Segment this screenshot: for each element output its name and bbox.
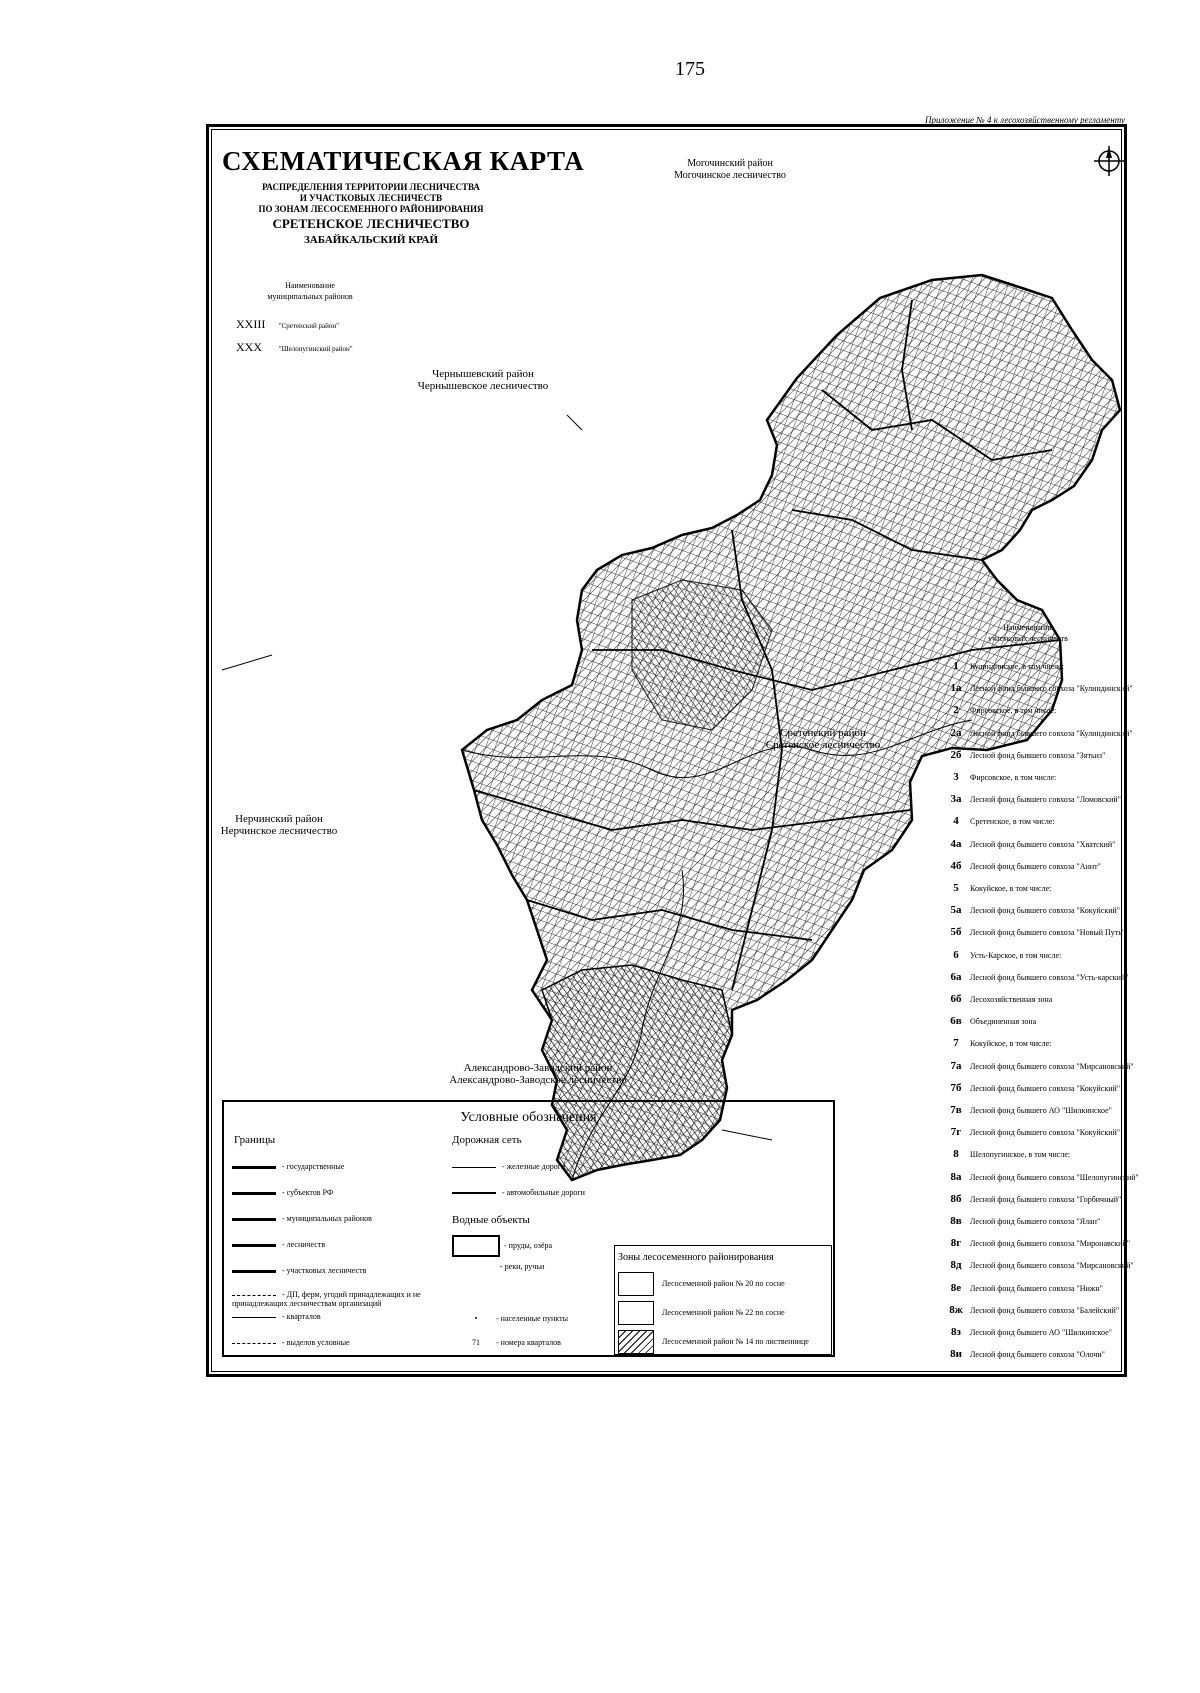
map-subtitle-line-1: РАСПРЕДЕЛЕНИЯ ТЕРРИТОРИИ ЛЕСНИЧЕСТВА — [262, 182, 480, 192]
district-number: 6в — [950, 1015, 962, 1028]
district-number: 8е — [950, 1281, 962, 1294]
border-label: - субъектов РФ — [282, 1188, 334, 1197]
district-legend-row — [944, 1326, 1112, 1338]
legend-water-heading: Водные объекты — [452, 1214, 530, 1226]
district-name: Лесной фонд бывшего совхоза "Мирсановский" — [970, 1061, 1134, 1071]
district-number: 8в — [950, 1215, 962, 1227]
district-name: Лесной фонд бывшего совхоза "Кокуйский" — [970, 1083, 1121, 1093]
border-label: - выделов условные — [282, 1338, 350, 1347]
district-name: Сретенское, в том числе: — [970, 817, 1055, 827]
district-name: Лесной фонд бывшего совхоза "Зятьиз" — [970, 750, 1106, 760]
district-legend-row — [944, 1148, 1070, 1160]
district-name: Лесной фонд бывшего совхоза "Кокуйский" — [970, 1128, 1121, 1138]
legend-border-row — [232, 1338, 350, 1347]
legend-water-rivers: - реки, ручьи — [500, 1262, 545, 1271]
district-name: Лесной фонд бывшего совхоза "Шелопугинский" — [970, 1172, 1139, 1182]
municipal-name: "Шелопугинский район" — [278, 345, 353, 353]
border-line-icon — [232, 1343, 276, 1344]
area-label-nerchinsk: Нерчинский район Нерчинское лесничество — [220, 813, 338, 837]
legend-border-row — [232, 1266, 366, 1275]
zone-row-14-larch: Лесосеменной район № 14 по лиственнице — [618, 1330, 809, 1354]
district-legend-row — [944, 749, 1105, 761]
border-line-icon — [232, 1244, 276, 1247]
district-name: Лесной фонд бывшего совхоза "Кулиндинский" — [970, 728, 1133, 738]
border-label: - кварталов — [282, 1312, 321, 1321]
district-name: Лесной фонд бывшего совхоза "Миронавский" — [970, 1239, 1131, 1249]
zone-row-20-pine: Лесосеменной район № 20 по сосне — [618, 1272, 785, 1296]
legend-border-row — [232, 1240, 325, 1249]
district-number: 5а — [950, 904, 962, 917]
district-name: Лесной фонд бывшего совхоза "Мирсановский" — [970, 1261, 1134, 1271]
forestry-name: СРЕТЕНСКОЕ ЛЕСНИЧЕСТВО — [272, 216, 470, 231]
map-subtitle-line-3: ПО ЗОНАМ ЛЕСОСЕМЕННОГО РАЙОНИРОВАНИЯ — [258, 204, 484, 214]
district-name: Лесной фонд бывшего совхоза "Аннт" — [970, 861, 1101, 871]
lake-icon — [452, 1235, 500, 1257]
district-number: 1а — [950, 682, 962, 695]
zone-swatch-blank — [618, 1272, 654, 1296]
district-legend-row — [944, 904, 1120, 916]
legend-title: Условные обозначения — [460, 1110, 597, 1125]
district-legend-row — [944, 704, 1056, 716]
district-name: Лесной фонд бывшего совхоза "Горбичный" — [970, 1194, 1122, 1204]
district-number: 7 — [953, 1037, 959, 1050]
district-name: Кокуйское, в том числе: — [970, 1039, 1052, 1049]
municipal-legend-title-2: муниципальных районов — [267, 292, 353, 301]
municipal-legend-row — [236, 317, 339, 332]
legend-roads-heading: Дорожная сеть — [452, 1134, 522, 1146]
compass-icon — [1092, 144, 1126, 178]
appendix-note: Приложение № 4 к лесохозяйственному регламенту — [924, 115, 1125, 125]
zone-swatch-cross — [618, 1301, 654, 1325]
district-legend-row — [944, 860, 1101, 872]
district-name: Кокуйское, в том числе: — [970, 884, 1052, 893]
district-legend-row — [944, 793, 1121, 805]
district-name: Лесной фонд бывшего совхоза "Усть-карский" — [970, 972, 1129, 982]
municipal-name: "Сретенский район" — [278, 322, 340, 330]
district-name: Лесной фонд бывшего совхоза "Ялан" — [970, 1217, 1101, 1226]
district-name: Лесохозяйственная зона — [970, 995, 1053, 1004]
municipal-legend-title-1: Наименование — [285, 281, 335, 290]
border-line-icon — [232, 1218, 276, 1221]
district-legend-row — [944, 727, 1133, 739]
legend-road-railway: - железные дороги — [452, 1162, 565, 1171]
district-name: Лесной фонд бывшего совхоза "Балейский" — [970, 1305, 1120, 1315]
district-name: Лесной фонд бывшего АО "Шилкинское" — [970, 1328, 1112, 1337]
district-number: 8а — [950, 1170, 962, 1183]
district-number: 2а — [950, 726, 962, 739]
district-number: 1 — [953, 660, 959, 672]
district-legend-row — [944, 1193, 1121, 1205]
district-name: Фирсовское, в том числе: — [970, 773, 1057, 782]
border-line-icon — [232, 1270, 276, 1273]
railway-line-icon — [452, 1167, 496, 1168]
district-number: 2 — [953, 704, 959, 717]
district-legend-row — [944, 1126, 1120, 1138]
border-label: - муниципальных районов — [282, 1214, 372, 1223]
border-line-icon — [232, 1192, 276, 1195]
settlement-dot-icon: • — [474, 1314, 478, 1323]
border-line-icon — [232, 1295, 276, 1296]
legend-border-row — [232, 1312, 321, 1321]
district-legend-row — [944, 882, 1051, 894]
district-number: 8з — [951, 1326, 961, 1338]
highway-line-icon — [452, 1192, 496, 1194]
district-legend-row — [944, 1104, 1112, 1116]
district-legend-row — [944, 1259, 1134, 1271]
municipal-legend-row — [236, 340, 353, 355]
district-number: 3а — [950, 793, 962, 806]
district-name: Лесной фонд бывшего АО "Шилкинское" — [970, 1106, 1112, 1115]
district-name: Лесной фонд бывшего совхоза "Кулиндинский" — [970, 684, 1133, 694]
district-name: Лесной фонд бывшего совхоза "Кокуйский" — [970, 906, 1121, 916]
border-label: - ДП, ферм, угодий принадлежащих и не принадлежащих лесничествам организаций — [232, 1290, 421, 1308]
district-legend-row — [944, 771, 1056, 783]
border-line-icon — [232, 1317, 276, 1318]
district-legend-row — [944, 660, 1064, 672]
district-number: 8и — [950, 1348, 962, 1361]
district-name: Лесной фонд бывшего совхоза "Ломовский" — [970, 795, 1121, 805]
legend-borders-heading: Границы — [234, 1134, 276, 1146]
map-subtitle-line-2: И УЧАСТКОВЫХ ЛЕСНИЧЕСТВ — [299, 193, 443, 203]
district-number: 7г — [950, 1126, 962, 1139]
district-legend-row — [944, 838, 1115, 850]
district-name: Лесной фонд бывшего совхоза "Нижн" — [970, 1283, 1103, 1293]
legend-quarter-numbers: 71 - номера кварталов — [456, 1338, 561, 1347]
border-label: - участковых лесничеств — [282, 1266, 367, 1275]
district-name: Усть-Карское, в том числе: — [970, 950, 1062, 960]
district-legend-row — [944, 1282, 1103, 1294]
district-legend-row — [944, 815, 1055, 827]
zones-heading: Зоны лесосеменного районирования — [618, 1252, 774, 1263]
district-legend-row — [944, 1215, 1100, 1227]
district-name: Лесной фонд бывшего совхоза "Новый Путь" — [970, 928, 1126, 938]
district-legend-row — [944, 1348, 1105, 1360]
zone-row-22-pine: Лесосеменной район № 22 по сосне — [618, 1301, 785, 1325]
border-line-icon — [232, 1166, 276, 1169]
district-name: Фирсовское, в том числе: — [970, 706, 1057, 716]
area-label-aleksandrovo-zavod: Александрово-Заводский район Александрово-Заводское лесничество — [449, 1062, 627, 1086]
district-legend-row — [944, 971, 1128, 983]
district-number: 8ж — [949, 1303, 963, 1316]
district-number: 8б — [950, 1192, 962, 1205]
quarter-number-icon: 71 — [472, 1338, 480, 1347]
area-label-chernyshevsk: Чернышевский район Чернышевское лесничество — [417, 368, 549, 392]
district-legend-row — [944, 1037, 1051, 1049]
district-legend-row — [944, 1171, 1139, 1183]
region-name: ЗАБАЙКАЛЬСКИЙ КРАЙ — [303, 234, 439, 246]
district-number: 8г — [950, 1237, 962, 1250]
legend-water-lakes: - пруды, озёра — [452, 1235, 552, 1257]
municipal-code: XXIII — [236, 317, 266, 331]
district-number: 8д — [950, 1259, 962, 1272]
district-number: 4 — [953, 815, 959, 828]
legend-border-row — [232, 1290, 452, 1308]
district-number: 5 — [953, 882, 959, 894]
municipal-code: XXX — [236, 340, 262, 354]
districts-legend-title: Наименование участковых лесничеств — [988, 623, 1068, 643]
district-number: 2б — [950, 748, 962, 761]
legend-border-row — [232, 1214, 372, 1223]
district-legend-row — [944, 926, 1125, 938]
district-name: Лесной фонд бывшего совхоза "Олочи" — [970, 1350, 1105, 1360]
district-number: 7а — [950, 1059, 962, 1072]
zone-swatch-hatched — [618, 1330, 654, 1354]
district-name: Кулиндинское, в том числе: — [970, 662, 1064, 671]
district-number: 6б — [950, 993, 962, 1005]
district-legend-row — [944, 682, 1133, 694]
district-number: 5б — [950, 926, 962, 939]
border-label: - государственные — [282, 1162, 345, 1171]
district-number: 4б — [950, 859, 962, 872]
border-label: - лесничеств — [282, 1240, 326, 1249]
district-number: 8 — [953, 1148, 959, 1161]
district-legend-row — [944, 949, 1061, 961]
legend-settlements: • - населенные пункты — [456, 1314, 568, 1323]
district-legend-row — [944, 1082, 1120, 1094]
legend-border-row — [232, 1188, 333, 1197]
district-number: 7в — [950, 1104, 962, 1116]
district-number: 4а — [950, 837, 962, 850]
district-name: Объединенная зона — [970, 1017, 1037, 1027]
district-legend-row — [944, 993, 1052, 1005]
district-legend-row — [944, 1237, 1130, 1249]
page-number: 175 — [675, 58, 705, 80]
area-label-mogocha: Могочинский район Могочинское лесничество — [674, 158, 786, 181]
map-title: СХЕМАТИЧЕСКАЯ КАРТА — [222, 146, 585, 176]
legend-road-highway: - автомобильные дороги — [452, 1188, 585, 1197]
district-name: Шелопугинское, в том числе: — [970, 1150, 1071, 1160]
area-label-sretensk: Сретенский район Сретенское лесничество — [765, 727, 881, 751]
district-name: Лесной фонд бывшего совхоза "Хватский" — [970, 839, 1116, 849]
district-legend-row — [944, 1015, 1036, 1027]
district-number: 6 — [953, 948, 959, 961]
legend-border-row — [232, 1162, 344, 1171]
district-number: 7б — [950, 1081, 962, 1094]
district-number: 6а — [950, 970, 962, 983]
district-number: 3 — [953, 771, 959, 783]
district-legend-row — [944, 1060, 1134, 1072]
district-legend-row — [944, 1304, 1119, 1316]
